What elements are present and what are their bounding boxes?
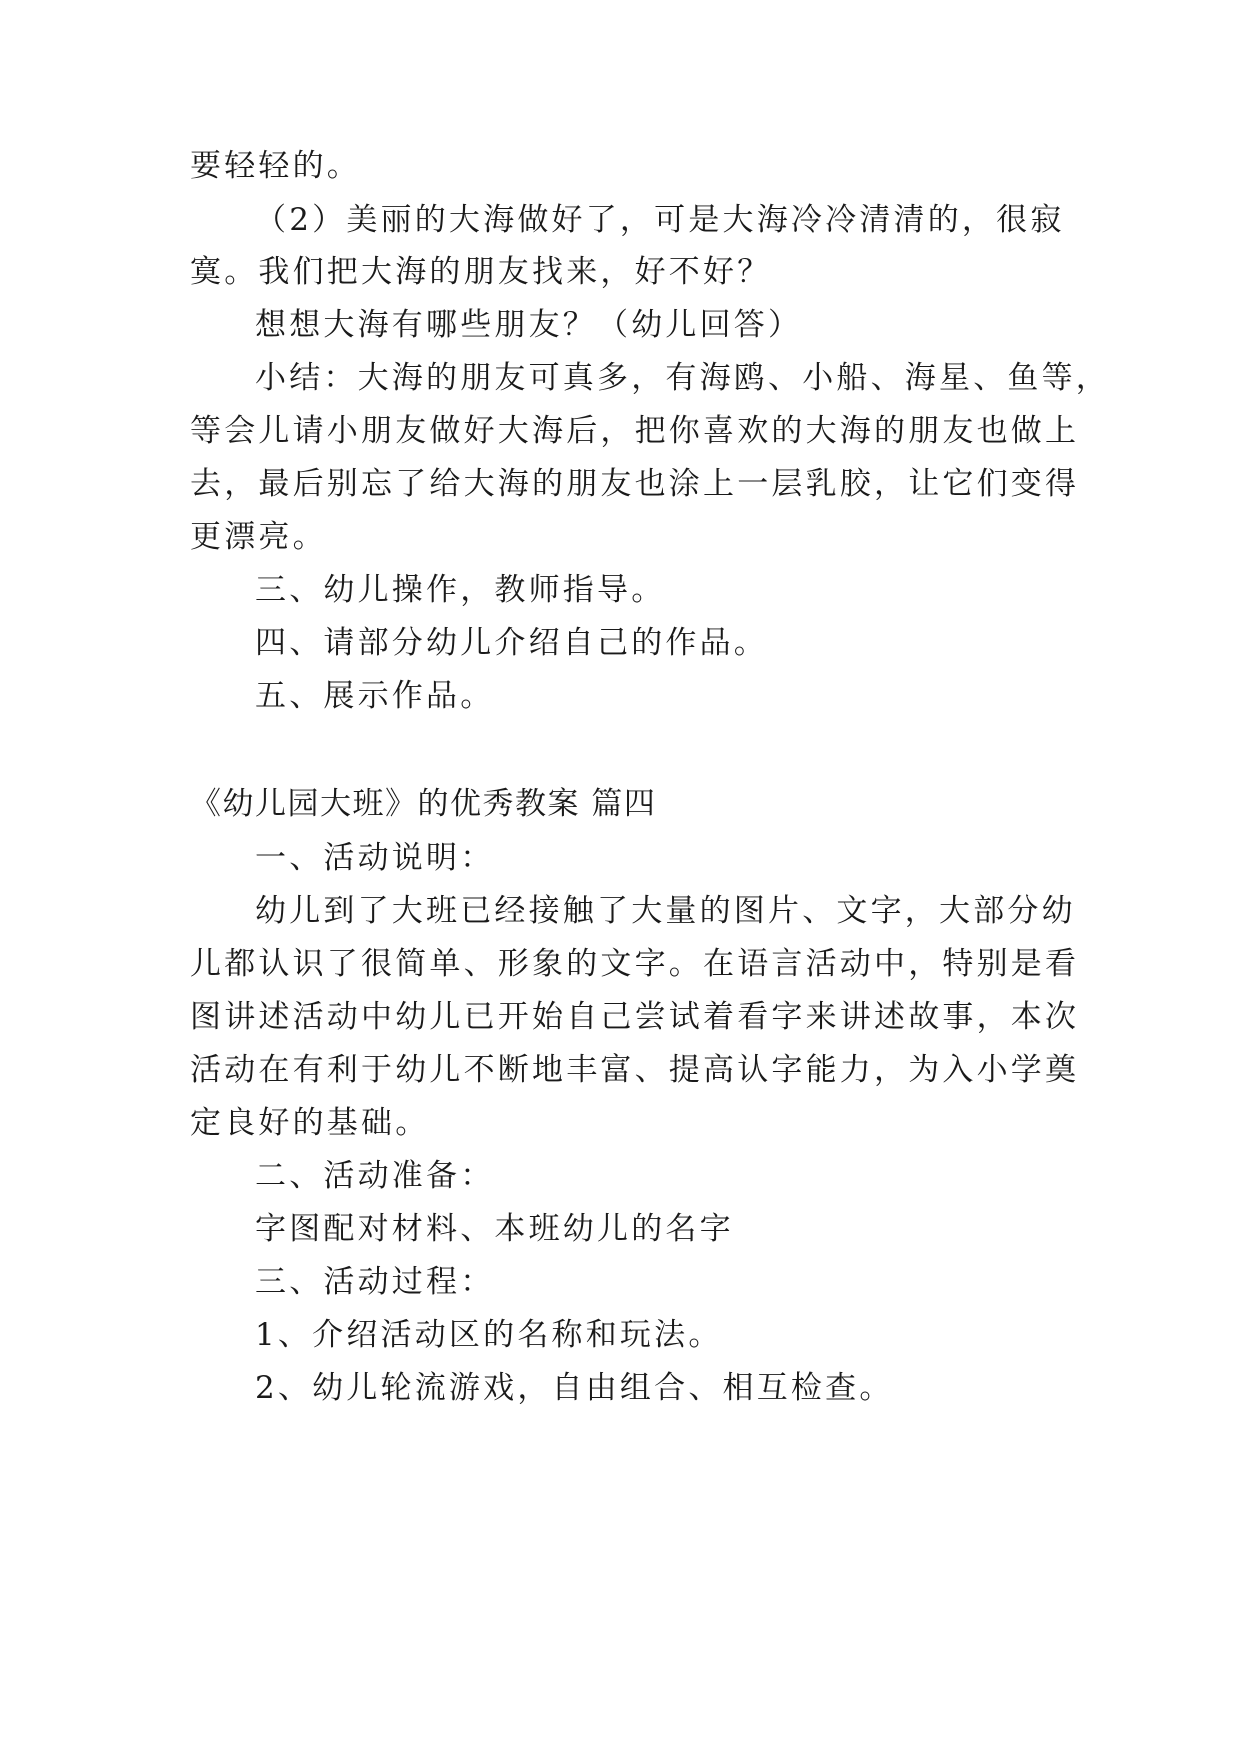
- text-line: 二、活动准备：: [255, 1158, 495, 1194]
- text-line: 活动在有利于幼儿不断地丰富、提高认字能力，为入小学奠: [190, 1052, 1080, 1088]
- text-line: 五、展示作品。: [255, 678, 495, 714]
- text-line: 要轻轻的。: [190, 148, 361, 184]
- text-line: 小结：大海的朋友可真多，有海鸥、小船、海星、鱼等，: [255, 360, 1110, 396]
- text-line: 定良好的基础。: [190, 1105, 430, 1141]
- text-line: 一、活动说明：: [255, 840, 495, 876]
- text-line: 1、介绍活动区的名称和玩法。: [255, 1317, 723, 1353]
- section-heading: 《幼儿园大班》的优秀教案 篇四: [190, 786, 657, 822]
- text-line: 2、幼儿轮流游戏，自由组合、相互检查。: [255, 1370, 894, 1406]
- text-line: 图讲述活动中幼儿已开始自己尝试着看字来讲述故事，本次: [190, 999, 1080, 1035]
- text-line: 四、请部分幼儿介绍自己的作品。: [255, 625, 768, 661]
- text-line: 幼儿到了大班已经接触了大量的图片、文字，大部分幼: [255, 893, 1076, 929]
- text-line: 想想大海有哪些朋友？（幼儿回答）: [255, 307, 803, 343]
- text-line: 三、幼儿操作，教师指导。: [255, 572, 666, 608]
- text-line: 三、活动过程：: [255, 1264, 495, 1300]
- text-line: 寞。我们把大海的朋友找来，好不好？: [190, 254, 772, 290]
- text-line: （2）美丽的大海做好了，可是大海冷冷清清的，很寂: [255, 202, 1065, 238]
- text-line: 更漂亮。: [190, 519, 327, 555]
- text-line: 字图配对材料、本班幼儿的名字: [255, 1211, 734, 1247]
- text-line: 去，最后别忘了给大海的朋友也涂上一层乳胶，让它们变得: [190, 466, 1080, 502]
- text-line: 儿都认识了很简单、形象的文字。在语言活动中，特别是看: [190, 946, 1080, 982]
- text-line: 等会儿请小朋友做好大海后，把你喜欢的大海的朋友也做上: [190, 413, 1080, 449]
